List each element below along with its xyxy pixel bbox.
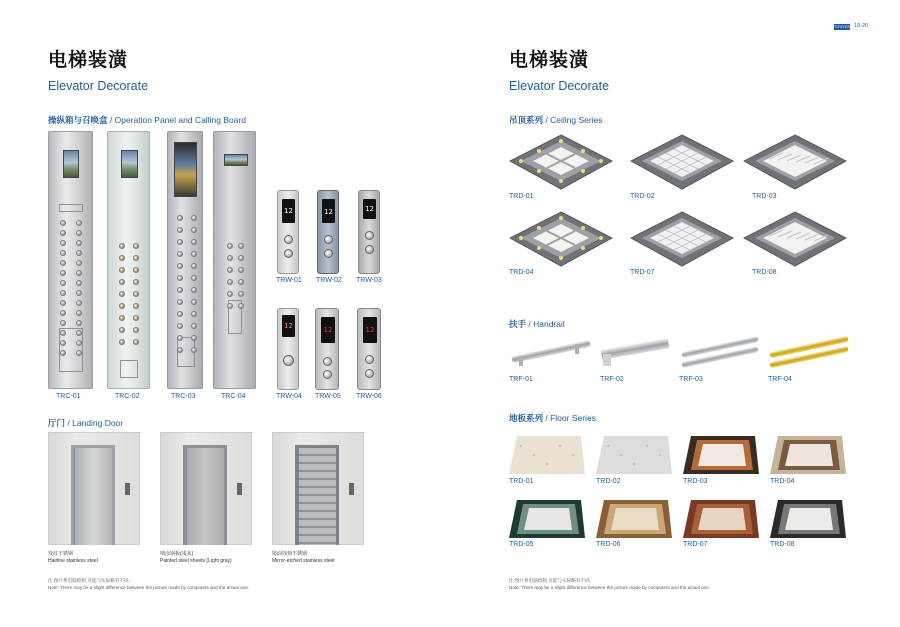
- handrail-trf-03: [681, 336, 759, 368]
- floor-button: [60, 310, 66, 316]
- floor-button: [60, 280, 66, 286]
- page-numbers: 19-20: [854, 23, 869, 29]
- floor-button: [76, 280, 82, 286]
- ceiling-label: TRD-08: [752, 269, 777, 276]
- hall-trw-02: [317, 190, 339, 274]
- panel-trc-04: [213, 131, 256, 389]
- floor-tile-image: [683, 500, 759, 538]
- floor-heading: [509, 412, 596, 424]
- call-button: [283, 355, 294, 366]
- door-caption-zh: 镜面蚀刻不锈钢: [272, 551, 308, 557]
- floor-button: [76, 350, 82, 356]
- floor-label: TRD-08: [770, 541, 795, 548]
- floor-button: [177, 299, 183, 305]
- floor-button: [238, 267, 244, 273]
- hall-label: TRW-03: [356, 277, 382, 284]
- floor-button: [177, 251, 183, 257]
- ceiling-heading: [509, 114, 603, 126]
- call-box: [125, 483, 130, 495]
- floor-label: TRD-04: [770, 478, 795, 485]
- door-caption-en: Hairline stainless steel: [48, 558, 98, 564]
- floor-button: [227, 291, 233, 297]
- hall-trw-04: [277, 308, 299, 390]
- floor-button: [119, 339, 125, 345]
- door-caption-zh: 发纹不锈钢: [48, 551, 74, 557]
- left-note: [48, 578, 249, 591]
- call-box: [237, 483, 242, 495]
- handrail-heading: [509, 318, 565, 330]
- panel-label: TRC-01: [56, 393, 81, 400]
- page-tag: TOYO·ES: [834, 25, 850, 29]
- operation-heading: [48, 114, 246, 126]
- left-title-en: Elevator Decorate: [48, 79, 149, 93]
- ceiling-image: [743, 133, 848, 191]
- right-title-zh: 电梯装潢: [509, 49, 590, 71]
- floor-button: [191, 347, 197, 353]
- floor-button: [60, 220, 66, 226]
- floor-button: [76, 330, 82, 336]
- floor-label: TRD-07: [683, 541, 708, 548]
- floor-button: [177, 275, 183, 281]
- door-leaf: [298, 448, 336, 545]
- floor-button: [133, 267, 139, 273]
- floor-display: 12: [363, 317, 377, 343]
- ceiling-heading-en: / Ceiling Series: [543, 115, 603, 125]
- floor-button: [60, 340, 66, 346]
- landing-heading-en: / Landing Door: [67, 418, 124, 428]
- floor-button: [238, 279, 244, 285]
- panel-screen: [121, 150, 138, 178]
- floor-button: [76, 230, 82, 236]
- panel-trc-02: [107, 131, 150, 389]
- floor-button: [191, 263, 197, 269]
- floor-button: [119, 255, 125, 261]
- floor-button: [76, 220, 82, 226]
- right-note-zh: 注:图片系电脑绘制,可能与实际略有不同。: [509, 578, 595, 583]
- ceiling-label: TRD-01: [509, 193, 534, 200]
- floor-button: [191, 299, 197, 305]
- landing-door-painted: [160, 432, 252, 545]
- floor-button: [119, 327, 125, 333]
- floor-button: [191, 335, 197, 341]
- floor-button: [76, 260, 82, 266]
- left-note-en: Note: There may be a slight difference between the picture made by computers and the actual one.: [48, 584, 250, 590]
- floor-button: [76, 250, 82, 256]
- floor-button: [177, 215, 183, 221]
- floor-button: [60, 320, 66, 326]
- floor-button: [191, 251, 197, 257]
- floor-button: [238, 291, 244, 297]
- call-box: [349, 483, 354, 495]
- hall-label: TRW-04: [276, 393, 302, 400]
- floor-button: [177, 227, 183, 233]
- floor-button: [177, 323, 183, 329]
- panel-label: TRC-02: [115, 393, 140, 400]
- door-caption-en: Painted steel sheets (Light gray): [160, 558, 232, 564]
- operation-heading-en: / Operation Panel and Calling Board: [107, 115, 246, 125]
- ceiling-image: [630, 210, 735, 268]
- panel-screen: [174, 142, 197, 197]
- hall-label: TRW-01: [276, 277, 302, 284]
- landing-heading-zh: 厅门: [48, 418, 66, 428]
- panel-label: TRC-04: [221, 393, 246, 400]
- floor-button: [60, 330, 66, 336]
- floor-button: [76, 270, 82, 276]
- floor-button: [133, 243, 139, 249]
- floor-button: [191, 239, 197, 245]
- handrail-label: TRF-04: [768, 376, 792, 383]
- call-button: [323, 357, 332, 366]
- right-title-en: Elevator Decorate: [509, 79, 610, 93]
- floor-button: [119, 291, 125, 297]
- handrail-label: TRF-02: [600, 376, 624, 383]
- landing-heading: [48, 417, 123, 429]
- floor-button: [177, 287, 183, 293]
- floor-tile-image: [770, 436, 846, 474]
- door-caption-en: Mirror-etched stainless steel: [272, 558, 335, 564]
- floor-label: TRD-03: [683, 478, 708, 485]
- hall-label: TRW-06: [356, 393, 382, 400]
- floor-button: [227, 243, 233, 249]
- floor-label: TRD-02: [596, 478, 621, 485]
- ceiling-image: [743, 210, 848, 268]
- floor-button: [133, 303, 139, 309]
- floor-tile-image: [596, 500, 672, 538]
- ceiling-image: [509, 133, 614, 191]
- floor-display: 12: [321, 317, 335, 343]
- door-caption: [48, 551, 98, 565]
- landing-door-hairline: [48, 432, 140, 545]
- call-button: [324, 249, 333, 258]
- key-slot: [59, 204, 83, 212]
- hall-label: TRW-05: [315, 393, 341, 400]
- floor-button: [191, 311, 197, 317]
- hall-label: TRW-02: [316, 277, 342, 284]
- floor-button: [119, 243, 125, 249]
- floor-button: [60, 350, 66, 356]
- floor-tile-image: [770, 500, 846, 538]
- floor-button: [227, 303, 233, 309]
- floor-button: [238, 255, 244, 261]
- floor-button: [191, 323, 197, 329]
- floor-button: [60, 270, 66, 276]
- ceiling-label: TRD-07: [630, 269, 655, 276]
- handrail-heading-en: / Handrail: [526, 319, 565, 329]
- panel-screen: [224, 154, 248, 166]
- left-note-zh: 注:图片系电脑绘制,可能与实际略有不同。: [48, 578, 134, 583]
- panel-label: TRC-03: [171, 393, 196, 400]
- service-box: [120, 360, 138, 378]
- floor-button: [177, 347, 183, 353]
- ceiling-image: [630, 133, 735, 191]
- hall-trw-05: [315, 308, 339, 390]
- panel-trc-03: [167, 131, 203, 389]
- floor-button: [227, 255, 233, 261]
- floor-button: [191, 227, 197, 233]
- floor-button: [76, 290, 82, 296]
- floor-display: 12: [363, 199, 376, 219]
- floor-tile-image: [596, 436, 672, 474]
- floor-button: [177, 311, 183, 317]
- ceiling-heading-zh: 吊顶系列: [509, 115, 544, 125]
- landing-door-mirror-etched: [272, 432, 364, 545]
- floor-button: [60, 290, 66, 296]
- floor-button: [60, 240, 66, 246]
- handrail-trf-04: [769, 336, 848, 369]
- left-title-zh: 电梯装潢: [48, 49, 129, 71]
- floor-button: [119, 279, 125, 285]
- floor-button: [119, 315, 125, 321]
- floor-label: TRD-05: [509, 541, 534, 548]
- call-button: [324, 235, 333, 244]
- call-button: [323, 370, 332, 379]
- ceiling-label: TRD-02: [630, 193, 655, 200]
- floor-button: [76, 320, 82, 326]
- floor-button: [76, 340, 82, 346]
- handrail-label: TRF-03: [679, 376, 703, 383]
- floor-button: [119, 267, 125, 273]
- floor-button: [191, 215, 197, 221]
- floor-button: [60, 260, 66, 266]
- ceiling-label: TRD-04: [509, 269, 534, 276]
- floor-button: [60, 300, 66, 306]
- floor-display: 12: [282, 315, 295, 337]
- floor-button: [133, 339, 139, 345]
- floor-tile-image: [509, 436, 585, 474]
- right-note-en: Note: There may be a slight difference between the picture made by computers and the actual one.: [509, 584, 711, 590]
- floor-button: [133, 291, 139, 297]
- floor-button: [177, 335, 183, 341]
- floor-button: [60, 250, 66, 256]
- ceiling-label: TRD-03: [752, 193, 777, 200]
- hall-trw-03: [358, 190, 380, 274]
- call-button: [365, 355, 374, 364]
- panel-screen: [63, 150, 79, 178]
- handrail-trf-02: [601, 338, 670, 366]
- door-caption: [160, 551, 232, 565]
- floor-button: [227, 267, 233, 273]
- right-note: [509, 578, 710, 591]
- floor-heading-en: / Floor Series: [543, 413, 596, 423]
- door-caption: [272, 551, 335, 565]
- floor-button: [133, 255, 139, 261]
- floor-display: 12: [322, 199, 335, 223]
- floor-button: [119, 303, 125, 309]
- floor-button: [177, 239, 183, 245]
- floor-button: [133, 279, 139, 285]
- floor-heading-zh: 地板系列: [509, 413, 544, 423]
- call-button: [365, 231, 374, 240]
- floor-button: [133, 327, 139, 333]
- floor-button: [177, 263, 183, 269]
- floor-button: [238, 303, 244, 309]
- floor-tile-image: [509, 500, 585, 538]
- ceiling-image: [509, 210, 614, 268]
- floor-button: [60, 230, 66, 236]
- call-button: [284, 249, 293, 258]
- call-button: [365, 245, 374, 254]
- floor-button: [227, 279, 233, 285]
- hall-trw-01: [277, 190, 299, 274]
- floor-button: [76, 300, 82, 306]
- floor-button: [133, 315, 139, 321]
- handrail-trf-01: [511, 340, 591, 366]
- handrail-heading-zh: 扶手: [509, 319, 527, 329]
- call-button: [365, 369, 374, 378]
- call-button: [284, 235, 293, 244]
- door-leaf: [186, 448, 224, 545]
- door-caption-zh: 喷涂钢板(浅灰): [160, 551, 194, 557]
- floor-button: [191, 275, 197, 281]
- operation-heading-zh: 操纵箱与召唤盒: [48, 115, 108, 125]
- panel-trc-01: [48, 131, 93, 389]
- floor-button: [76, 310, 82, 316]
- floor-button: [76, 240, 82, 246]
- floor-label: TRD-01: [509, 478, 534, 485]
- floor-button: [238, 243, 244, 249]
- handrail-label: TRF-01: [509, 376, 533, 383]
- floor-display: 12: [282, 199, 295, 223]
- floor-label: TRD-06: [596, 541, 621, 548]
- handrail-images: [505, 330, 855, 375]
- hall-trw-06: [357, 308, 381, 390]
- floor-tile-image: [683, 436, 759, 474]
- door-leaf: [74, 448, 112, 545]
- floor-button: [191, 287, 197, 293]
